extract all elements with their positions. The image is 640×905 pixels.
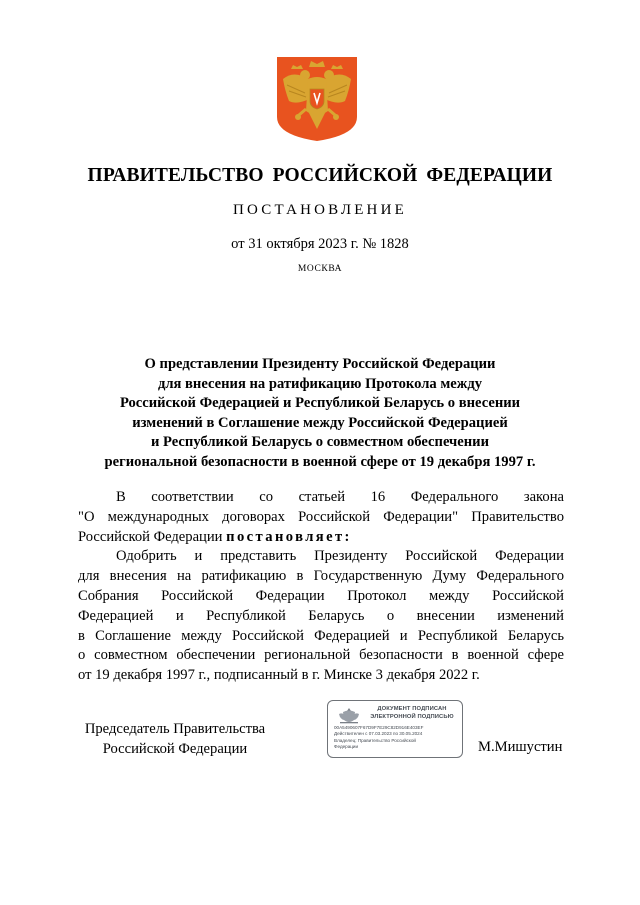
stamp-title: [364, 706, 460, 721]
resolution-word: постановляет:: [226, 528, 352, 545]
stamp-certificate: 00A5490607F67D9F7E29C82D916E403EF: [334, 725, 424, 730]
subject-line: региональной безопасности в военной сфере от 19 декабря 1997 г.: [104, 453, 536, 470]
electronic-signature-stamp: [327, 700, 463, 758]
body-line: для внесения на ратификацию в Государственную Думу Федерального: [78, 568, 564, 585]
body-line: Федерацией и Республикой Беларусь о внесении изменений: [78, 607, 564, 624]
body-line: о совместном обеспечении региональной безопасности в военной сфере: [78, 647, 564, 664]
stamp-details: [334, 725, 460, 751]
government-title: ПРАВИТЕЛЬСТВО РОССИЙСКОЙ ФЕДЕРАЦИИ: [87, 165, 553, 186]
stamp-validity: Действителен с 07.03.2023 по 30.05.2024: [334, 731, 423, 737]
document-city: МОСКВА: [297, 264, 343, 274]
signatory-name: М.Мишустин: [478, 739, 563, 755]
body-line: "О международных договорах Российской Федерации" Правительство: [78, 508, 564, 525]
body-line: от 19 декабря 1997 г., подписанный в г. Минске 3 декабря 2022 г.: [78, 667, 480, 684]
stamp-owner: Владелец: Правительство Российской: [334, 737, 416, 743]
signatory-position-line: Российской Федерации: [102, 740, 248, 757]
body-line-text: Российской Федерации: [78, 528, 223, 545]
stamp-title-line: ЭЛЕКТРОННОЙ ПОДПИСЬЮ: [370, 713, 454, 720]
signatory-position: [80, 720, 270, 760]
body-line: Одобрить и представить Президенту Российской Федерации: [116, 548, 564, 565]
subject-line: для внесения на ратификацию Протокола между: [157, 375, 483, 392]
document-date-number: от 31 октября 2023 г. № 1828: [231, 236, 409, 252]
signatory-position-line: Председатель Правительства: [84, 721, 266, 737]
subject-line: О представлении Президенту Российской Федерации: [144, 356, 496, 372]
body-line: [78, 528, 564, 548]
body-line: В соответствии со статьей 16 Федерального закона: [116, 489, 564, 505]
subject-line: и Республикой Беларусь о совместном обеспечении: [151, 434, 489, 451]
document-body: [78, 488, 564, 686]
body-line: в Соглашение между Российской Федерацией и Республикой Беларусь: [78, 627, 564, 644]
stamp-emblem-icon: [337, 706, 361, 726]
subject-line: Российской Федерацией и Республикой Беларусь о внесении: [119, 395, 521, 412]
stamp-title-line: ДОКУМЕНТ ПОДПИСАН: [377, 706, 447, 712]
document-type: ПОСТАНОВЛЕНИЕ: [233, 202, 407, 218]
coat-of-arms-icon: [275, 55, 359, 143]
body-line: Собрания Российской Федерации Протокол между Российской: [78, 587, 564, 604]
subject-line: изменений в Соглашение между Российской Федерацией: [132, 414, 508, 431]
stamp-owner: Федерации: [334, 744, 359, 750]
document-subject: [60, 355, 580, 473]
